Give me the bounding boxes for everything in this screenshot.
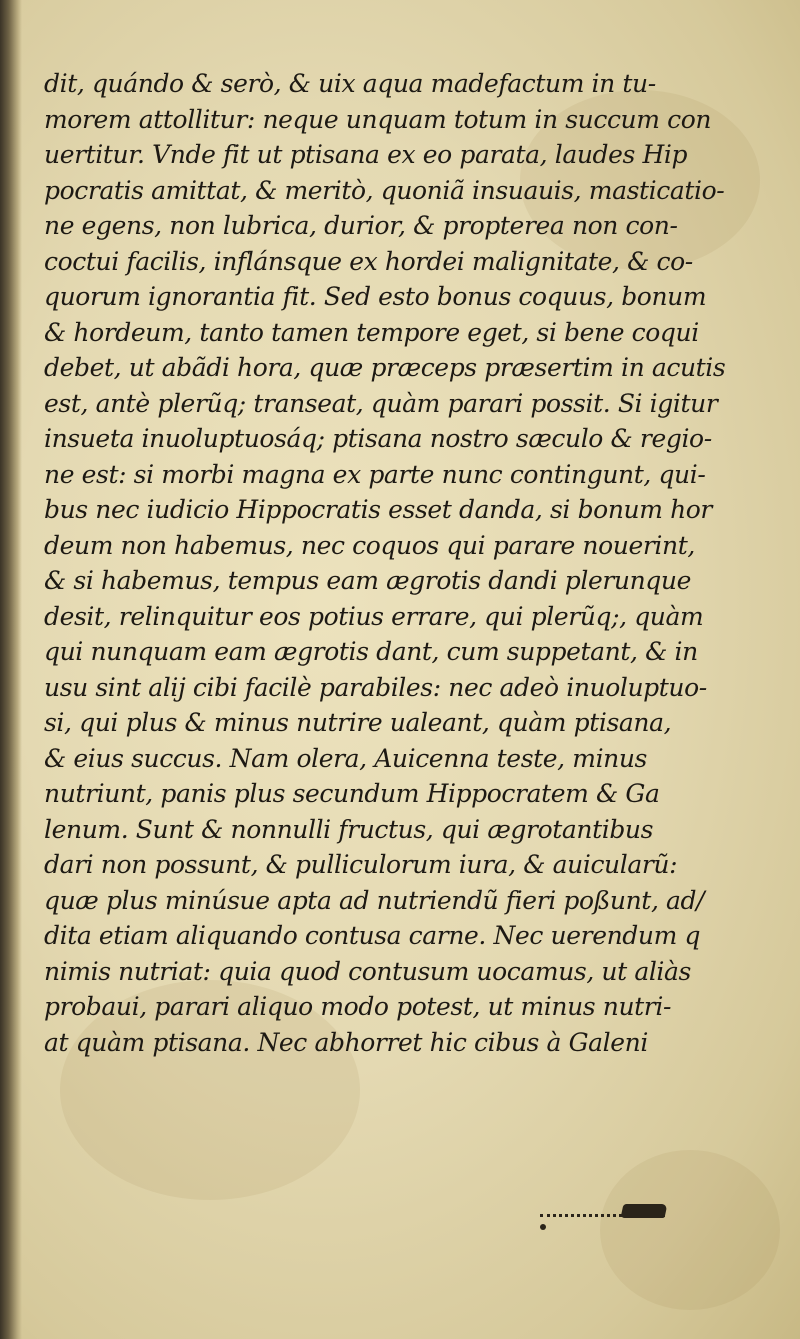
text-line: usu sint alij cibi facilè parabiles: nec adeò inuoluptuo-	[44, 672, 707, 702]
binding-gutter	[0, 0, 22, 1339]
text-line: uertitur. Vnde fit ut ptisana ex eo parata, laudes Hip	[44, 140, 688, 169]
text-line: morem attollitur: neque unquam totum in succum con	[44, 104, 712, 134]
text-line: quorum ignorantia fit. Sed esto bonus coquus, bonum	[44, 282, 707, 311]
text-line: dari non possunt, & pulliculorum iura, & auicularũ:	[44, 850, 678, 879]
text-line: & eius succus. Nam olera, Auicenna teste, minus	[44, 743, 647, 773]
text-line: ne egens, non lubrica, durior, & propterea non con-	[44, 211, 678, 240]
text-line: nimis nutriat: quia quod contusum uocamus, ut aliàs	[44, 956, 691, 986]
text-line: coctui facilis, inflánsque ex hordei malignitate, & co-	[44, 246, 693, 276]
catchword-ornament	[540, 1202, 670, 1232]
text-line: bus nec iudicio Hippocratis esset danda, si bonum hor	[44, 495, 712, 524]
text-line: pocratis amittat, & meritò, quoniã insuauis, masticatio-	[44, 175, 725, 205]
text-line: quæ plus minúsue apta ad nutriendũ fieri poßunt, ad/	[44, 885, 705, 915]
text-line: at quàm ptisana. Nec abhorret hic cibus à Galeni	[44, 1027, 648, 1057]
text-line: dit, quándo & serò, & uix aqua madefactum in tu-	[44, 69, 656, 98]
text-line: dita etiam aliquando contusa carne. Nec uerendum q	[44, 921, 701, 950]
text-line: deum non habemus, nec coquos qui parare nouerint,	[44, 530, 695, 560]
body-text	[44, 66, 726, 1060]
text-line: qui nunquam eam ægrotis dant, cum suppetant, & in	[44, 637, 698, 666]
text-line: & si habemus, tempus eam ægrotis dandi plerunque	[44, 566, 692, 595]
text-line: insueta inuoluptuosáq; ptisana nostro sæculo & regio-	[44, 424, 712, 453]
text-line: nutriunt, panis plus secundum Hippocratem & Ga	[44, 779, 660, 808]
text-line: si, qui plus & minus nutrire ualeant, quàm ptisana,	[44, 708, 672, 737]
text-line: desit, relinquitur eos potius errare, qui plerũq;, quàm	[44, 601, 704, 631]
text-line: probaui, parari aliquo modo potest, ut minus nutri-	[44, 992, 672, 1021]
text-line: debet, ut abãdi hora, quæ præceps præsertim in acutis	[44, 353, 726, 382]
text-line: est, antè plerũq; transeat, quàm parari possit. Si igitur	[44, 388, 718, 418]
text-line: lenum. Sunt & nonnulli fructus, qui ægrotantibus	[44, 814, 654, 844]
text-line: ne est: si morbi magna ex parte nunc contingunt, qui-	[44, 459, 706, 489]
text-line: & hordeum, tanto tamen tempore eget, si bene coqui	[44, 317, 699, 347]
